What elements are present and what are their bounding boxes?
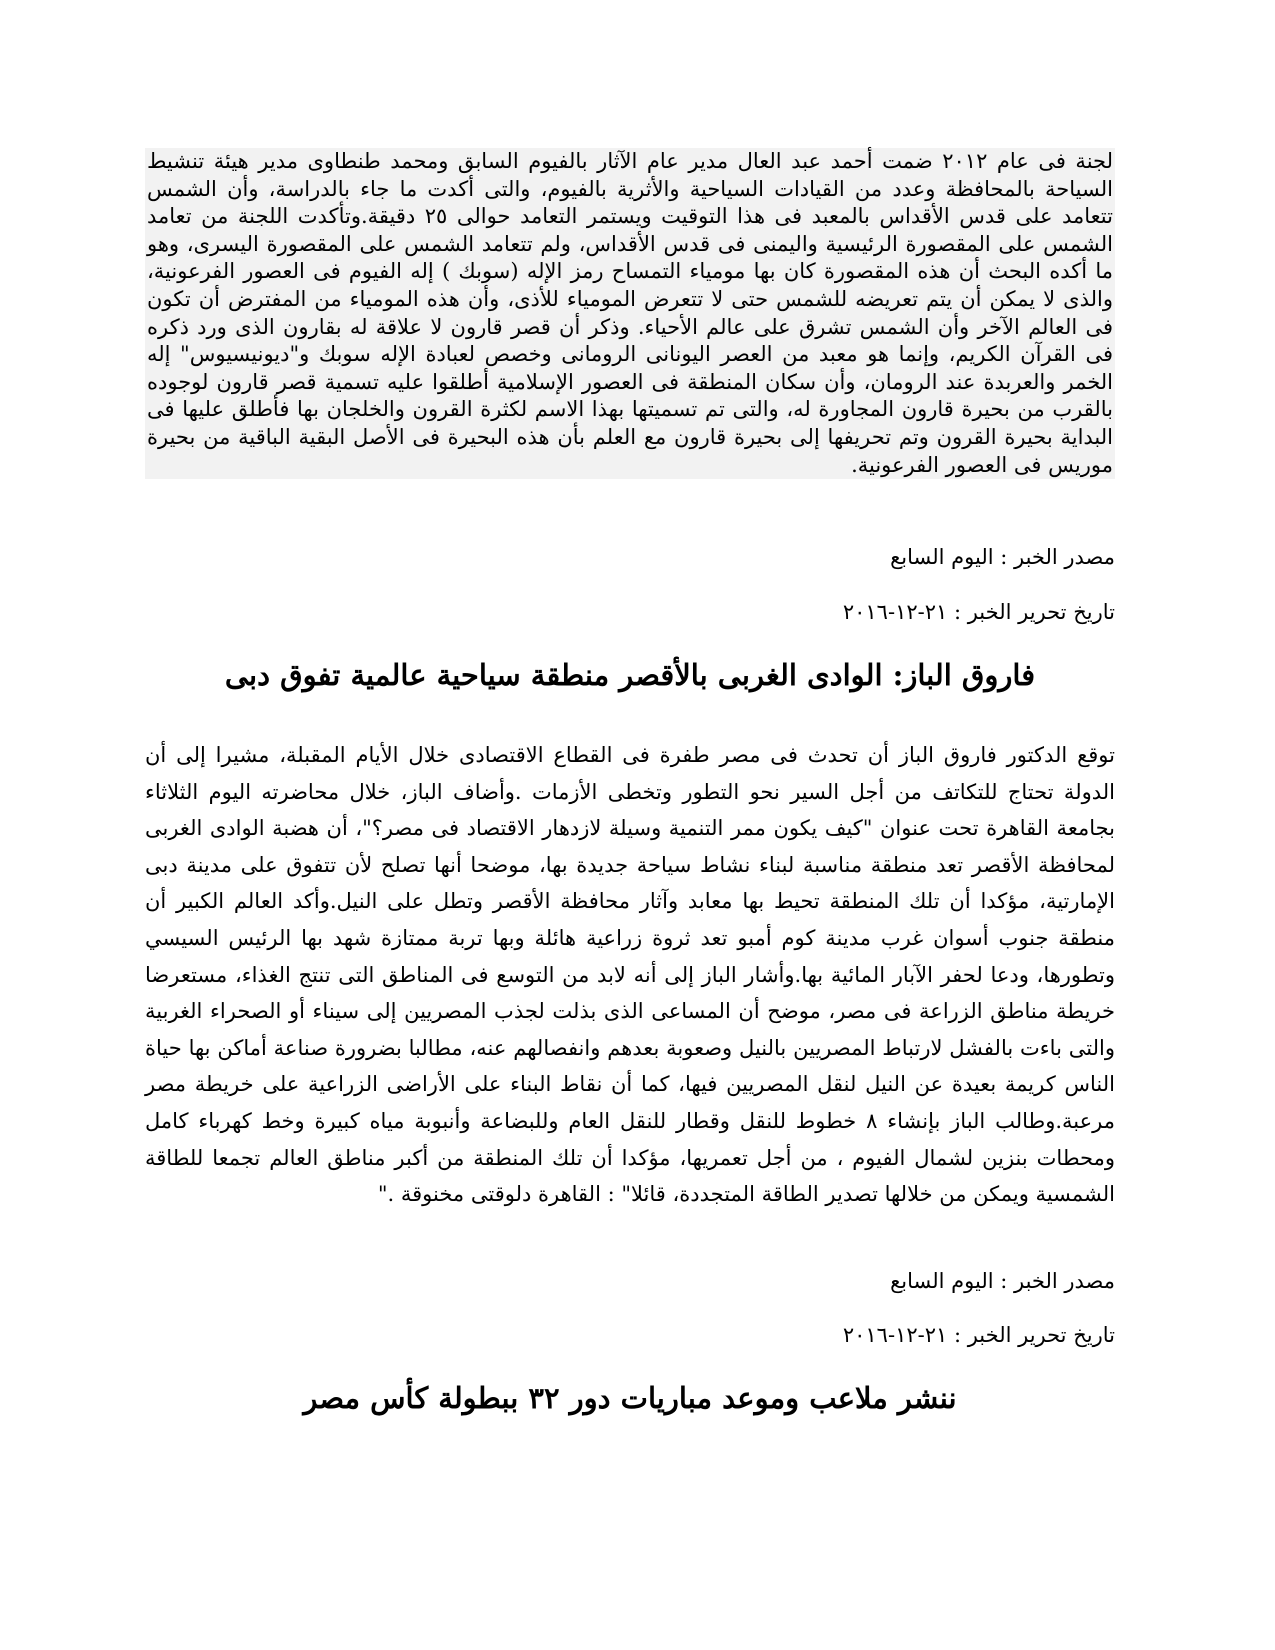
article2-paragraph: توقع الدكتور فاروق الباز أن تحدث فى مصر طفرة فى القطاع الاقتصادى خلال الأيام المقبلة، مشيرا إلى أن الدولة تحتاج للتكاتف من أجل السير نحو التطور وتخطى الأزمات .وأضاف الباز، خلال محاضرته اليوم الثلاثاء بجامعة القاهرة تحت عنوان "كيف يكون ممر التنمية وسيلة لازدهار الاقتصاد فى مصر؟"، أن هضبة الوادى الغربى لمحافظة الأقصر تعد منطقة مناسبة لبناء نشاط سياحة جديدة بها، موضحا أنها تصلح لأن تتفوق على مدينة دبى الإمارتية، مؤكدا أن تلك المنطقة تحيط بها معابد وآثار محافظة الأقصر وتطل على النيل.وأكد العالم الكبير أن منطقة جنوب أسوان غرب مدينة كوم أمبو تعد ثروة زراعية هائلة وبها تربة ممتازة شهد بها الرئيس السيسي وتطورها، ودعا لحفر الآبار المائية بها.وأشار الباز إلى أنه لابد من التوسع فى المناطق التى تنتج الغذاء، مستعرضا خريطة مناطق الزراعة فى مصر، موضح أن المساعى الذى بذلت لجذب المصريين إلى سيناء أو الصحراء الغربية والتى باءت بالفشل لارتباط المصريين بالنيل وصعوبة بعدهم وانفصالهم عنه، مطالبا بضرورة صناعة أماكن بها حياة الناس كريمة بعيدة عن النيل لنقل المصريين فيها، كما أن نقاط البناء على الأراضى الزراعية على خريطة مصر مرعبة.وطالب الباز بإنشاء ٨ خطوط للنقل وقطار للنقل العام وللبضاعة وأنبوبة مياه كبيرة وخط كهرباء كامل ومحطات بنزين لشمال الفيوم ، من أجل تعمريها، مؤكدا أن تلك المنطقة من أكبر مناطق العالم تجمعا للطاقة الشمسية ويمكن من خلالها تصدير الطاقة المتجددة، قائلا" : القاهرة دلوقتى مخنوقة ." xyxy=(145,743,1116,1207)
article2-source: مصدر الخبر : اليوم السابع xyxy=(890,1269,1115,1293)
article1-paragraph: لجنة فى عام ٢٠١٢ ضمت أحمد عبد العال مدير عام الآثار بالفيوم السابق ومحمد طنطاوى مدير هيئة تنشيط السياحة بالمحافظة وعدد من القيادات السياحية والأثرية بالفيوم، والتى أكدت ما جاء بالدراسة، وأن الشمس تتعامد على قدس الأقداس بالمعبد فى هذا التوقيت ويستمر التعامد حوالى ٢٥ دقيقة.وتأكدت اللجنة من تعامد الشمس على المقصورة الرئيسية واليمنى فى قدس الأقداس، ولم تتعامد الشمس على المقصورة اليسرى، وهو ما أكده البحث أن هذه المقصورة كان بها مومياء التمساح رمز الإله (سوبك ) إله الفيوم فى العصور الفرعونية، والذى لا يمكن أن يتم تعريضه للشمس حتى لا تتعرض المومياء للأذى، وأن هذه المومياء من المفترض أن تكون فى العالم الآخر وأن الشمس تشرق على عالم الأحياء. وذكر أن قصر قارون لا علاقة له بقارون الذى ورد ذكره فى القرآن الكريم، وإنما هو معبد من العصر اليونانى الرومانى وخصص لعبادة الإله سوبك و"ديونيسيوس" إله الخمر والعربدة عند الرومان، وأن سكان المنطقة فى العصور الإسلامية أطلقوا عليه تسمية قصر قارون لوجوده بالقرب من بحيرة قارون المجاورة له، والتى تم تسميتها بهذا الاسم لكثرة القرون والخلجان بها فأطلق عليها فى البداية بحيرة القرون وتم تحريفها إلى بحيرة قارون مع العلم بأن هذه البحيرة فى الأصل البقية الباقية من بحيرة موريس فى العصور الفرعونية. xyxy=(147,149,1113,477)
article1-date: تاريخ تحرير الخبر : ٢١-١٢-٢٠١٦ xyxy=(842,600,1115,624)
article2-paragraph-block xyxy=(145,737,1115,1213)
article3-headline: ننشر ملاعب وموعد مباريات دور ٣٢ ببطولة كأس مصر xyxy=(303,1381,957,1415)
article2-headline: فاروق الباز: الوادى الغربى بالأقصر منطقة سياحية عالمية تفوق دبى xyxy=(224,658,1036,692)
article1-source: مصدر الخبر : اليوم السابع xyxy=(890,545,1115,569)
article1-paragraph-block xyxy=(145,148,1115,479)
article2-date: تاريخ تحرير الخبر : ٢١-١٢-٢٠١٦ xyxy=(842,1323,1115,1347)
